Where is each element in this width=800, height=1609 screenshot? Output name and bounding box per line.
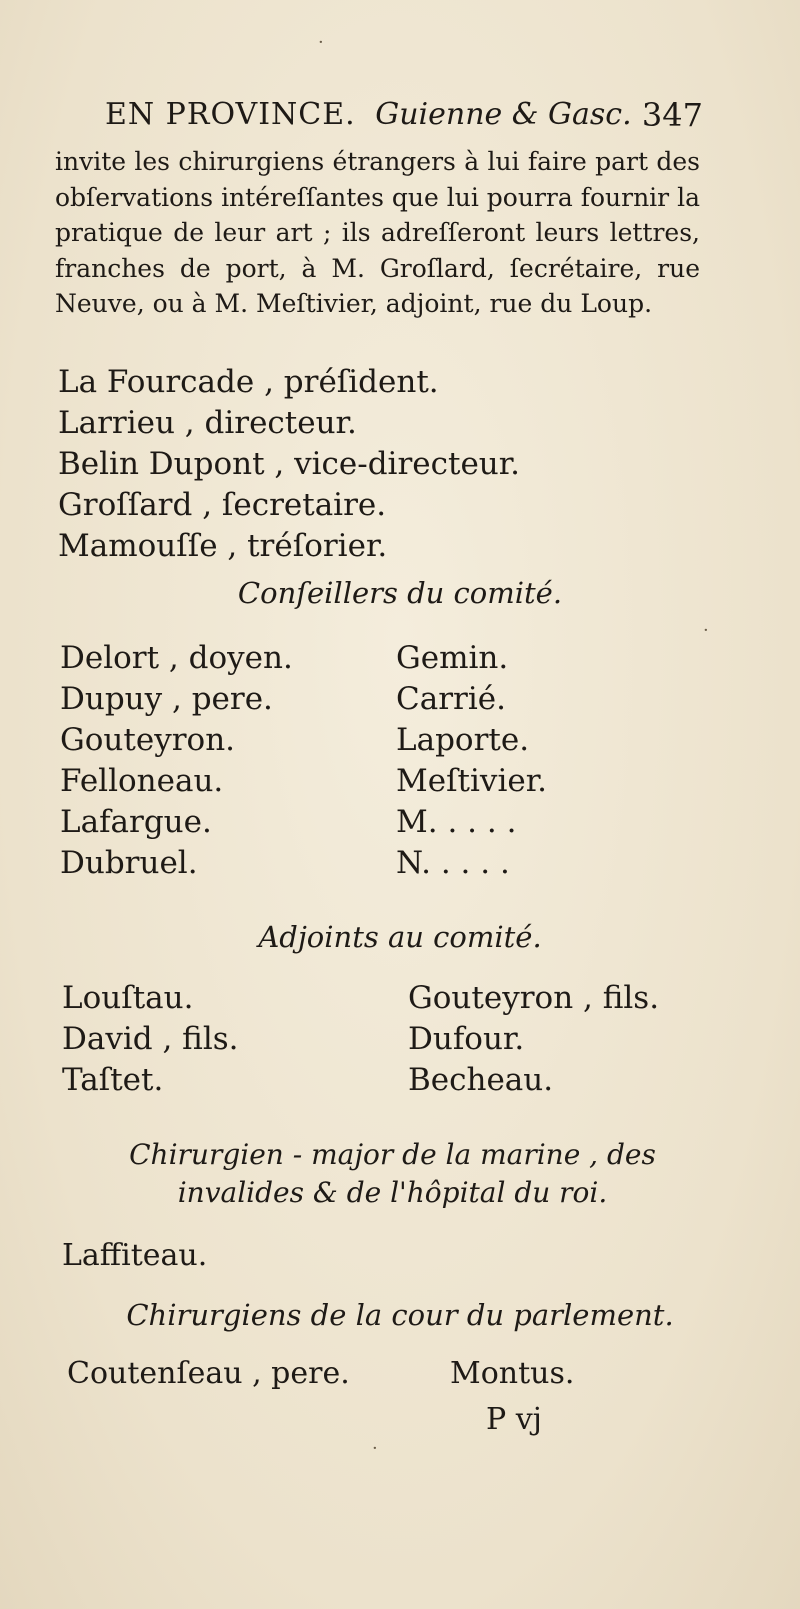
adjoint-name: Gouteyron , fils. <box>408 980 660 1016</box>
adjoint-name: David , fils. <box>62 1021 239 1057</box>
conseillers-right-column <box>396 638 547 884</box>
conseillers-left-column <box>60 638 293 884</box>
adjoint-name: Becheau. <box>408 1062 554 1098</box>
chirurgiens-cour-left: Coutenſeau , pere. <box>67 1356 350 1391</box>
region-title: Guienne & Gasc. <box>375 97 632 132</box>
officer-secretaire: Groſſard , ſecretaire. <box>58 487 387 523</box>
conseiller-name: Dupuy , pere. <box>60 681 273 717</box>
signature-mark: P vj <box>486 1402 542 1437</box>
adjoints-right-column <box>408 978 659 1101</box>
chirurgien-major-name: Laffiteau. <box>62 1238 208 1273</box>
conseiller-name: Gouteyron. <box>60 722 236 758</box>
conseiller-name: N. . . . . <box>396 845 510 881</box>
running-header <box>105 92 705 138</box>
adjoint-name: Dufour. <box>408 1021 525 1057</box>
paper-speck: · <box>703 620 709 641</box>
running-title: EN PROVINCE. <box>105 97 356 132</box>
adjoint-name: Taſtet. <box>62 1062 164 1098</box>
chirurgiens-cour-right: Montus. <box>450 1356 575 1391</box>
conseillers-heading: Conſeillers du comité. <box>237 576 563 610</box>
intro-paragraph: invite les chirurgiens étrangers à lui faire part des obſervations intéreſſantes que lui pourra fournir la pratique de leur art ; ils adreſſeront leurs lettres, franches de port, à M. Groſlard, ſecrétaire, rue Neuve, ou à M. Meſtivier, adjoint, rue du Loup. <box>55 147 700 318</box>
chirurgien-major-heading: Chirurgien - major de la marine , des invalides & de l'hôpital du roi. <box>129 1138 656 1209</box>
paper-speck: · <box>318 32 324 53</box>
conseiller-name: M. . . . . <box>396 804 517 840</box>
conseiller-name: Delort , doyen. <box>60 640 293 676</box>
adjoints-left-column <box>62 978 239 1101</box>
conseiller-name: Gemin. <box>396 640 509 676</box>
adjoint-name: Louſtau. <box>62 980 194 1016</box>
officer-directeur: Larrieu , directeur. <box>58 405 357 441</box>
conseiller-name: Meſtivier. <box>396 763 547 799</box>
officer-tresorier: Mamouſſe , tréſorier. <box>58 528 388 564</box>
chirurgiens-cour-heading: Chirurgiens de la cour du parlement. <box>126 1298 674 1332</box>
adjoints-heading: Adjoints au comité. <box>258 920 542 954</box>
officers-list <box>58 362 698 567</box>
conseiller-name: Carrié. <box>396 681 506 717</box>
conseiller-name: Lafargue. <box>60 804 212 840</box>
officer-vice-directeur: Belin Dupont , vice-directeur. <box>58 446 521 482</box>
paper-speck: · <box>372 1438 378 1459</box>
conseiller-name: Felloneau. <box>60 763 224 799</box>
page-number: 347 <box>641 96 703 134</box>
officer-president: La Fourcade , préſident. <box>58 364 439 400</box>
conseiller-name: Laporte. <box>396 722 530 758</box>
conseiller-name: Dubruel. <box>60 845 198 881</box>
